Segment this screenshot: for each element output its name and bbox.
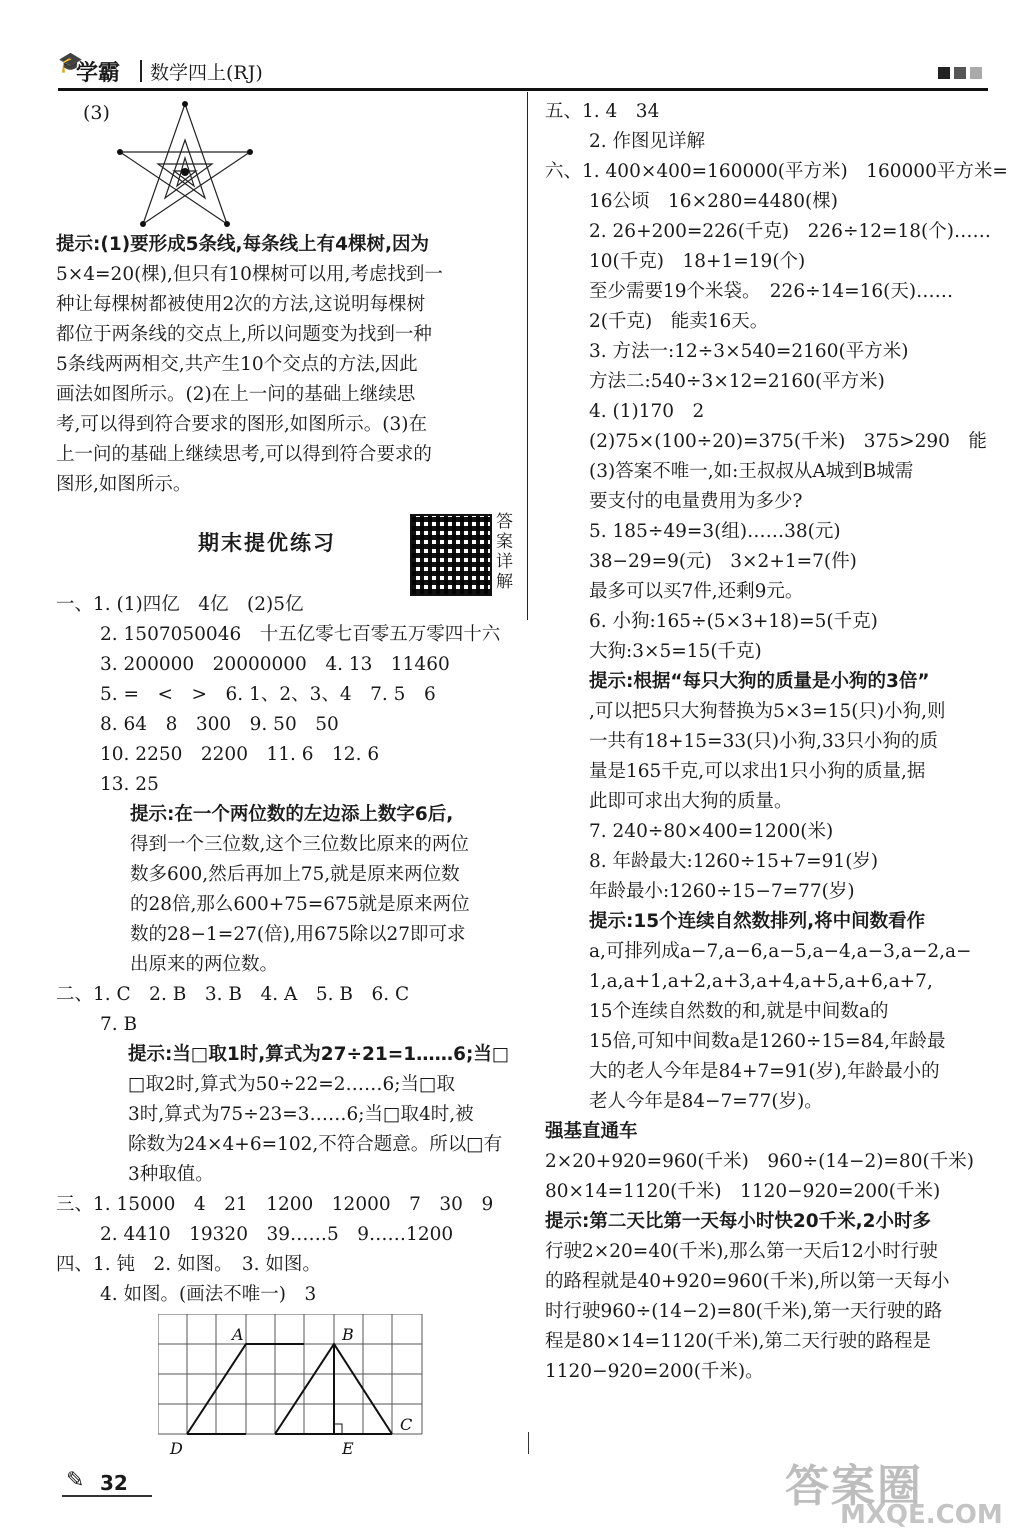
mortarboard-icon: 🎓 [58, 50, 83, 74]
answer-line: 7. 240÷80×400=1200(米) [589, 821, 834, 842]
column-divider [527, 92, 528, 620]
answer-line: 年龄最小:1260÷15−7=77(岁) [589, 881, 855, 902]
answer-line: 2. 1507050046 十五亿零七百零五万零四十六 [100, 624, 501, 645]
answer-line: 5. = < > 6. 1、2、3、4 7. 5 6 [100, 684, 436, 705]
answer-line: 一共有18+15=33(只)小狗,33只小狗的质 [589, 731, 938, 752]
tip-line: 画法如图所示。(2)在上一问的基础上继续思 [56, 384, 416, 405]
answer-line: 15个连续自然数的和,就是中间数a的 [589, 1001, 889, 1022]
tip-line: 5条线两两相交,共产生10个交点的方法,因此 [56, 354, 418, 375]
answer-line: 提示:根据“每只大狗的质量是小狗的3倍” [589, 671, 930, 692]
answer-line: 15倍,可知中间数a是1260÷15=84,年龄最 [589, 1031, 946, 1052]
tip-line: 种让每棵树都被使用2次的方法,这说明每棵树 [56, 294, 426, 315]
square-3 [970, 67, 982, 79]
answer-line: 2. 4410 19320 39……5 9……1200 [100, 1224, 454, 1245]
answer-line: 2(千克) 能卖16天。 [589, 311, 769, 332]
answer-line: 4. 如图。(画法不唯一) 3 [100, 1284, 317, 1305]
answer-line: 2×20+920=960(千米) 960÷(14−2)=80(千米) [545, 1151, 974, 1172]
answer-line: 10. 2250 2200 11. 6 12. 6 [100, 744, 380, 765]
watermark-url: MXQE.COM [840, 1500, 1003, 1530]
tip-line: 上一问的基础上继续思考,可以得到符合要求的 [56, 444, 432, 465]
answer-line: 8. 64 8 300 9. 50 50 [100, 714, 339, 735]
answer-line: 提示:在一个两位数的左边添上数字6后, [130, 804, 454, 825]
pencil-icon: ✎ [66, 1468, 85, 1493]
answer-line: (3)答案不唯一,如:王叔叔从A城到B城需 [589, 461, 914, 482]
answer-line: 此即可求出大狗的质量。 [589, 791, 793, 812]
answer-line: 至少需要19个米袋。 226÷14=16(天)…… [589, 281, 954, 302]
grid-label-e: E [342, 1439, 354, 1458]
center-tick [528, 1432, 529, 1454]
answer-line: 13. 25 [100, 774, 159, 795]
tip-line: 都位于两条线的交点上,所以问题变为找到一种 [56, 324, 432, 345]
answer-line: 8. 年龄最大:1260÷15+7=91(岁) [589, 851, 879, 872]
answer-line: 方法二:540÷3×12=2160(平方米) [589, 371, 885, 392]
answer-line: 行驶2×20=40(千米),那么第一天后12小时行驶 [545, 1241, 938, 1262]
answer-line: 3种取值。 [128, 1164, 214, 1185]
answer-line: 7. B [100, 1014, 138, 1035]
answer-line: 大的老人今年是84+7=91(岁),年龄最小的 [589, 1061, 940, 1082]
right-answers [545, 97, 1008, 1387]
answer-line: 得到一个三位数,这个三位数比原来的两位 [130, 834, 469, 855]
brand-logo: 学霸 [76, 61, 121, 86]
answer-line: 3. 200000 20000000 4. 13 11460 [100, 654, 450, 675]
answer-line: 要支付的电量费用为多少? [589, 491, 803, 512]
header-squares [938, 64, 986, 83]
answer-line: 出原来的两位数。 [130, 954, 279, 975]
answer-line: (2)75×(100÷20)=375(千米) 375>290 能 [589, 431, 987, 452]
answer-line: 1,a,a+1,a+2,a+3,a+4,a+5,a+6,a+7, [589, 971, 933, 992]
left-tips [56, 230, 521, 500]
star-label: (3) [83, 102, 110, 124]
answer-line: 四、1. 钝 2. 如图。 3. 如图。 [56, 1254, 321, 1275]
answer-line: 3时,算式为75÷23=3……6;当□取4时,被 [128, 1104, 474, 1125]
answer-line: 强基直通车 [545, 1121, 638, 1142]
answer-line: 老人今年是84−7=77(岁)。 [589, 1091, 823, 1112]
answer-line: □取2时,算式为50÷22=2……6;当□取 [128, 1074, 455, 1095]
answer-line: 二、1. C 2. B 3. B 4. A 5. B 6. C [56, 984, 410, 1005]
star-figure [110, 100, 260, 228]
answer-line: 提示:第二天比第一天每小时快20千米,2小时多 [545, 1211, 932, 1232]
grid-label-c: C [400, 1415, 413, 1434]
page-number: 32 [100, 1471, 128, 1495]
answer-line: 五、1. 4 34 [545, 101, 660, 122]
answer-line: 16公顷 16×280=4480(棵) [589, 191, 838, 212]
answer-line: 六、1. 400×400=160000(平方米) 160000平方米= [545, 161, 1008, 182]
answer-line: 38−29=9(元) 3×2+1=7(件) [589, 551, 857, 572]
answer-line: 提示:15个连续自然数排列,将中间数看作 [589, 911, 926, 932]
grid-figure [158, 1314, 438, 1464]
qr-label: 答案详解 [496, 512, 513, 592]
answer-line: 量是165千克,可以求出1只小狗的质量,据 [589, 761, 926, 782]
header-separator [140, 60, 142, 82]
answer-line: 一、1. (1)四亿 4亿 (2)5亿 [56, 594, 304, 615]
answer-line: 1120−920=200(千米)。 [545, 1361, 764, 1382]
square-1 [938, 67, 950, 79]
answer-line: 80×14=1120(千米) 1120−920=200(千米) [545, 1181, 941, 1202]
answer-line: 4. (1)170 2 [589, 401, 705, 422]
tip-line: 提示:(1)要形成5条线,每条线上有4棵树,因为 [56, 234, 429, 255]
answer-line: 三、1. 15000 4 21 1200 12000 7 30 9 [56, 1194, 494, 1215]
grid-label-b: B [342, 1325, 354, 1344]
section-title: 期末提优练习 [198, 531, 336, 555]
answer-line: 数多600,然后再加上75,就是原来两位数 [130, 864, 460, 885]
left-answers [56, 590, 526, 1310]
grid-label-d: D [170, 1439, 183, 1458]
answer-line: 5. 185÷49=3(组)……38(元) [589, 521, 841, 542]
answer-line: 最多可以买7件,还剩9元。 [589, 581, 804, 602]
answer-line: 3. 方法一:12÷3×540=2160(平方米) [589, 341, 909, 362]
answer-line: 10(千克) 18+1=19(个) [589, 251, 806, 272]
answer-line: 的28倍,那么600+75=675就是原来两位 [130, 894, 470, 915]
answer-line: a,可排列成a−7,a−6,a−5,a−4,a−3,a−2,a− [589, 941, 972, 962]
answer-line: 2. 作图见详解 [589, 131, 706, 152]
answer-line: ,可以把5只大狗替换为5×3=15(只)小狗,则 [589, 701, 946, 722]
subject-title: 数学四上(RJ) [150, 62, 263, 84]
qr-code[interactable] [410, 514, 492, 596]
answer-line: 程是80×14=1120(千米),第二天行驶的路程是 [545, 1331, 931, 1352]
square-2 [954, 67, 966, 79]
grid-label-a: A [232, 1325, 244, 1344]
answer-line: 的路程就是40+920=960(千米),所以第一天每小 [545, 1271, 950, 1292]
tip-line: 图形,如图所示。 [56, 474, 192, 495]
answer-line: 时行驶960÷(14−2)=80(千米),第一天行驶的路 [545, 1301, 943, 1322]
footer-rule [62, 1495, 152, 1497]
answer-line: 大狗:3×5=15(千克) [589, 641, 762, 662]
answer-line: 2. 26+200=226(千克) 226÷12=18(个)…… [589, 221, 991, 242]
answer-line: 6. 小狗:165÷(5×3+18)=5(千克) [589, 611, 878, 632]
tip-line: 5×4=20(棵),但只有10棵树可以用,考虑找到一 [56, 264, 443, 285]
tip-line: 考,可以得到符合要求的图形,如图所示。(3)在 [56, 414, 427, 435]
watermark-logo: 答案圈 [785, 1461, 923, 1512]
answer-line: 数的28−1=27(倍),用675除以27即可求 [130, 924, 466, 945]
header-rule [58, 88, 988, 91]
answer-line: 提示:当□取1时,算式为27÷21=1……6;当□ [128, 1044, 510, 1065]
answer-line: 除数为24×4+6=102,不符合题意。所以□有 [128, 1134, 503, 1155]
